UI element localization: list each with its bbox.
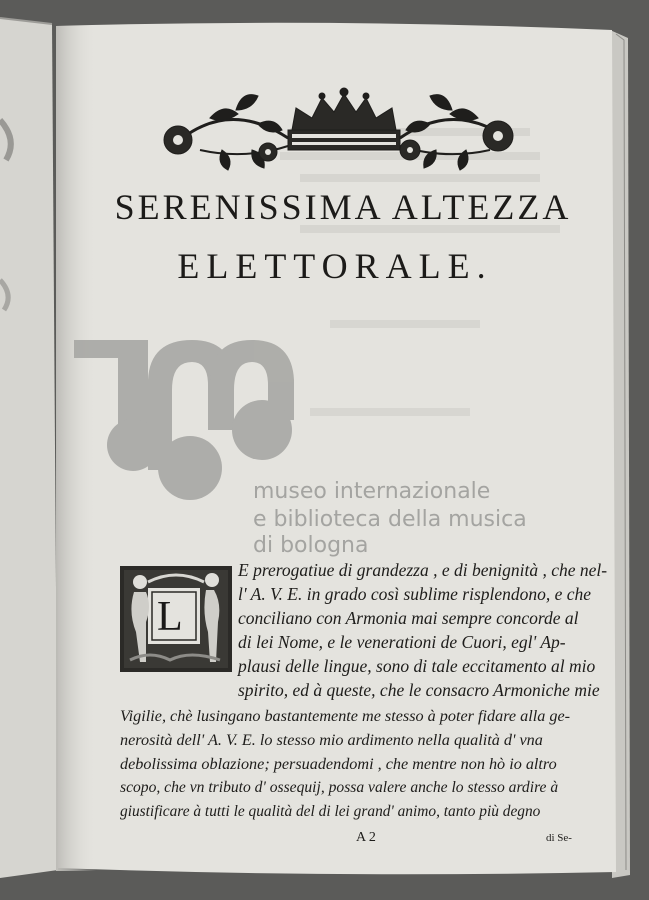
body-line: di lei Nome, e le venerationi de Cuori, egl' Ap- [238, 632, 566, 652]
drop-cap-letter: L [157, 594, 183, 640]
watermark-line-1: museo internazionale [253, 479, 491, 504]
body-line: Vigilie, chè lusingano bastantemente me stesso à poter fidare alla ge- [120, 707, 571, 725]
body-line: plausi delle lingue, sono di tale eccitamento al mio [238, 656, 596, 676]
body-line: l' A. V. E. in grado così sublime risplendono, e che [238, 584, 592, 604]
body-line: conciliano con Armonia mai sempre concorde al [238, 608, 579, 628]
body-line: giustificare à tutti le qualità del di lei grand' animo, tanto più degno [120, 803, 541, 820]
watermark-line-2: e biblioteca della musica [253, 507, 527, 532]
body-line: scopo, che vn tributo d' ossequij, possa valere anche lo stesso ardire à [120, 779, 559, 796]
body-line: debolissima oblazione; persuadendomi , che mentre non hò io altro [120, 755, 557, 773]
dedication-subtitle: ELETTORALE. [177, 246, 493, 286]
body-line: nerosità dell' A. V. E. lo stesso mio ardimento nella qualità d' vna [120, 731, 543, 749]
watermark-line-3: di bologna [253, 533, 369, 558]
catchword: di Se- [546, 832, 572, 844]
body-line: spirito, ed à queste, che le consacro Armoniche mie [238, 680, 600, 700]
dedication-title: SERENISSIMA ALTEZZA [114, 187, 572, 227]
body-line: E prerogatiue di grandezza , e di benignità , che nel- [238, 560, 608, 580]
signature-mark: A 2 [356, 830, 376, 845]
